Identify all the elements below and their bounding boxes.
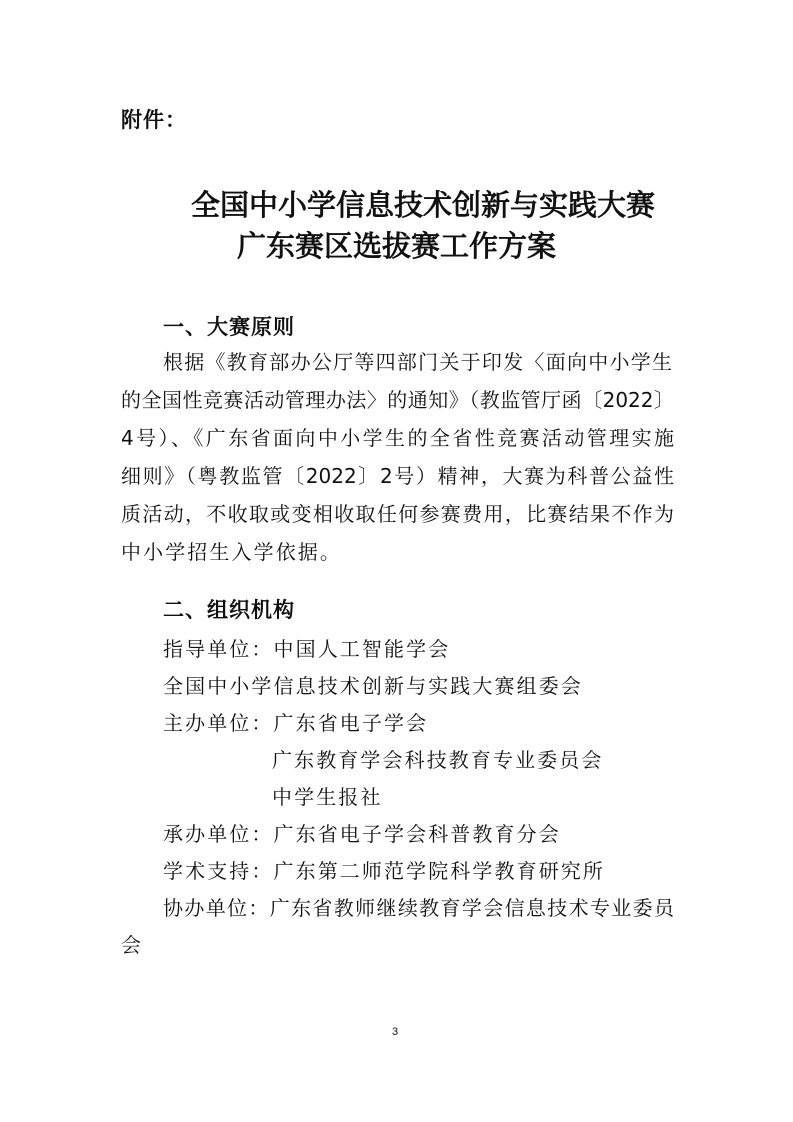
section-heading-principles: 一、大赛原则 (163, 315, 295, 339)
academic-support-line: 学术支持：广东第二师范学院科学教育研究所 (163, 859, 605, 883)
guide-unit-line: 指导单位：中国人工智能学会 (163, 637, 451, 661)
host-unit-line: 广东教育学会科技教育专业委员会 (272, 748, 604, 772)
attachment-label: 附件： (121, 108, 187, 132)
principles-paragraph-line: 质活动，不收取或变相收取任何参赛费用，比赛结果不作为 (121, 502, 674, 526)
principles-paragraph-line: 根据《教育部办公厅等四部门关于印发〈面向中小学生 (163, 350, 672, 374)
co-organizer-line-continued: 会 (121, 933, 144, 957)
host-unit-line: 主办单位：广东省电子学会 (163, 711, 429, 735)
section-heading-organization: 二、组织机构 (163, 598, 295, 622)
host-unit-line: 中学生报社 (272, 785, 383, 809)
principles-paragraph-line: 4号）、《广东省面向中小学生的全省性竞赛活动管理实施 (121, 426, 674, 450)
co-organizer-line: 协办单位：广东省教师继续教育学会信息技术专业委员 (163, 896, 674, 920)
committee-line: 全国中小学信息技术创新与实践大赛组委会 (163, 674, 583, 698)
document-title-line-1: 全国中小学信息技术创新与实践大赛 (191, 188, 656, 222)
page-number: 3 (392, 1026, 399, 1038)
principles-paragraph-line: 细则》（粤教监管〔2022〕2号）精神，大赛为科普公益性 (121, 464, 674, 488)
document-title-line-2: 广东赛区选拔赛工作方案 (237, 229, 557, 263)
principles-paragraph-line: 的全国性竞赛活动管理办法〉的通知》（教监管厅函〔2022〕 (121, 388, 674, 412)
principles-paragraph-line: 中小学招生入学依据。 (121, 540, 342, 564)
organizer-line: 承办单位：广东省电子学会科普教育分会 (163, 822, 561, 846)
